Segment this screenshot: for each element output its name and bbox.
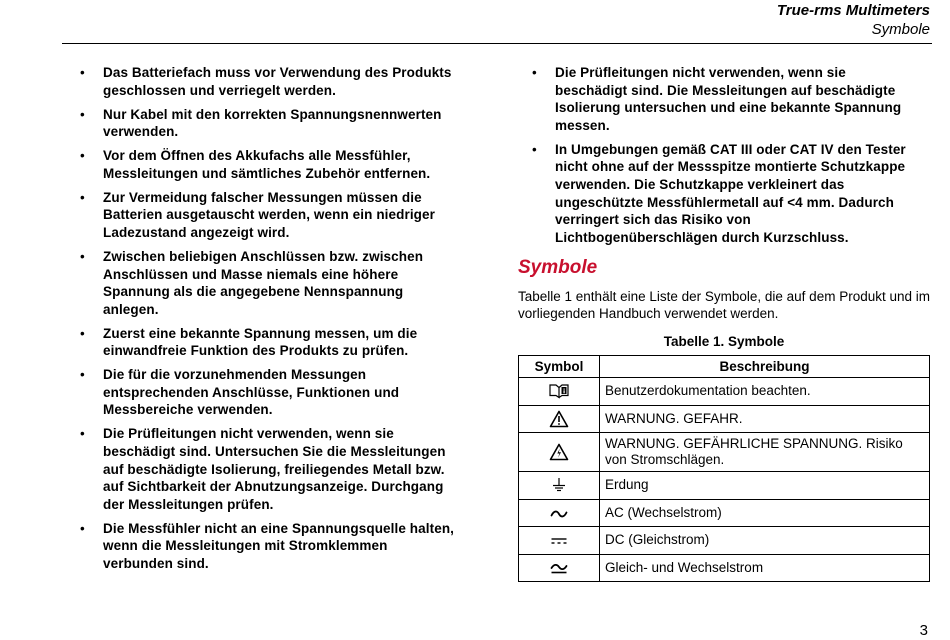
list-item: • In Umgebungen gemäß CAT III oder CAT IV den Tester nicht ohne auf der Messspitze montierte Schutzkappe verwenden. Die Schutzkappe verkleinert das ungeschützte Messfühlermetall auf <4 mm. Dadurch verringert sich das Risiko von Lichtbogenüberschlägen durch Kurzschluss. <box>530 141 910 247</box>
col-header-symbol: Symbol <box>519 356 600 378</box>
right-column <box>530 64 910 253</box>
symbol-description: WARNUNG. GEFÄHRLICHE SPANNUNG. Risiko von Stromschlägen. <box>600 433 930 472</box>
symbol-description: WARNUNG. GEFAHR. <box>600 405 930 433</box>
list-item: • Zuerst eine bekannte Spannung messen, um die einwandfreie Funktion des Produkts zu prüfen. <box>78 325 458 360</box>
symbol-description: Benutzerdokumentation beachten. <box>600 378 930 406</box>
dc-icon <box>550 536 568 546</box>
symbol-cell <box>519 554 600 582</box>
section-title: Symbole <box>518 257 598 278</box>
page-number: 3 <box>919 622 928 639</box>
header-product-title: True-rms Multimeters <box>776 2 930 19</box>
table-row <box>519 472 930 500</box>
page-header <box>777 2 930 40</box>
list-item: • Die für die vorzunehmenden Messungen entsprechenden Anschlüsse, Funktionen und Messbereiche verwenden. <box>78 366 458 419</box>
manual-book-icon <box>548 383 570 399</box>
ac-wave-icon <box>550 509 568 519</box>
symbol-cell <box>519 527 600 555</box>
table-row <box>519 405 930 433</box>
symbol-description: DC (Gleichstrom) <box>600 527 930 555</box>
left-bullet-list <box>78 64 458 573</box>
symbol-cell <box>519 433 600 472</box>
table-row <box>519 499 930 527</box>
section-intro: Tabelle 1 enthält eine Liste der Symbole, die auf dem Produkt und im vorliegenden Handbuch verwendet werden. <box>518 289 930 321</box>
symbol-description: Erdung <box>600 472 930 500</box>
table-row <box>519 527 930 555</box>
right-bullet-list <box>530 64 910 246</box>
symbol-cell <box>519 472 600 500</box>
list-item: • Das Batteriefach muss vor Verwendung des Produkts geschlossen und verriegelt werden. <box>78 64 458 99</box>
lightning-triangle-icon <box>549 443 569 461</box>
symbols-table <box>518 355 930 582</box>
table-row <box>519 378 930 406</box>
table-row <box>519 554 930 582</box>
list-item: • Zwischen beliebigen Anschlüssen bzw. zwischen Anschlüssen und Masse niemals eine höhere Spannung als die angegebene Nennspannung anlegen. <box>78 248 458 318</box>
list-item: • Nur Kabel mit den korrekten Spannungsnennwerten verwenden. <box>78 106 458 141</box>
list-item: • Die Prüfleitungen nicht verwenden, wenn sie beschädigt sind. Die Messleitungen auf beschädigte Isolierung untersuchen und eine bekannte Spannung messen. <box>530 64 910 134</box>
header-section-title: Symbole <box>871 21 930 38</box>
warning-triangle-icon <box>549 410 569 428</box>
left-column <box>78 64 458 579</box>
table-row <box>519 433 930 472</box>
symbol-description: Gleich- und Wechselstrom <box>600 554 930 582</box>
ground-icon <box>551 477 567 493</box>
list-item: • Die Prüfleitungen nicht verwenden, wenn sie beschädigt sind. Untersuchen Sie die Messleitungen auf beschädigte Isolierung, freiliegendes Metall bzw. auf Sichtbarkeit der Abnutzungsanzeige. Durchgang der Messleitungen prüfen. <box>78 425 458 513</box>
col-header-description: Beschreibung <box>600 356 930 378</box>
list-item: • Vor dem Öffnen des Akkufachs alle Messfühler, Messleitungen und sämtliches Zubehör entfernen. <box>78 147 458 182</box>
symbol-cell <box>519 378 600 406</box>
symbol-description: AC (Wechselstrom) <box>600 499 930 527</box>
symbol-cell <box>519 499 600 527</box>
header-rule <box>62 43 932 44</box>
symbol-cell <box>519 405 600 433</box>
list-item: • Die Messfühler nicht an eine Spannungsquelle halten, wenn die Messleitungen mit Stromklemmen verbunden sind. <box>78 520 458 573</box>
table-header-row <box>519 356 930 378</box>
list-item: • Zur Vermeidung falscher Messungen müssen die Batterien ausgetauscht werden, wenn ein niedriger Ladezustand angezeigt wird. <box>78 189 458 242</box>
ac-dc-icon <box>550 563 568 575</box>
table-caption: Tabelle 1. Symbole <box>663 334 785 349</box>
